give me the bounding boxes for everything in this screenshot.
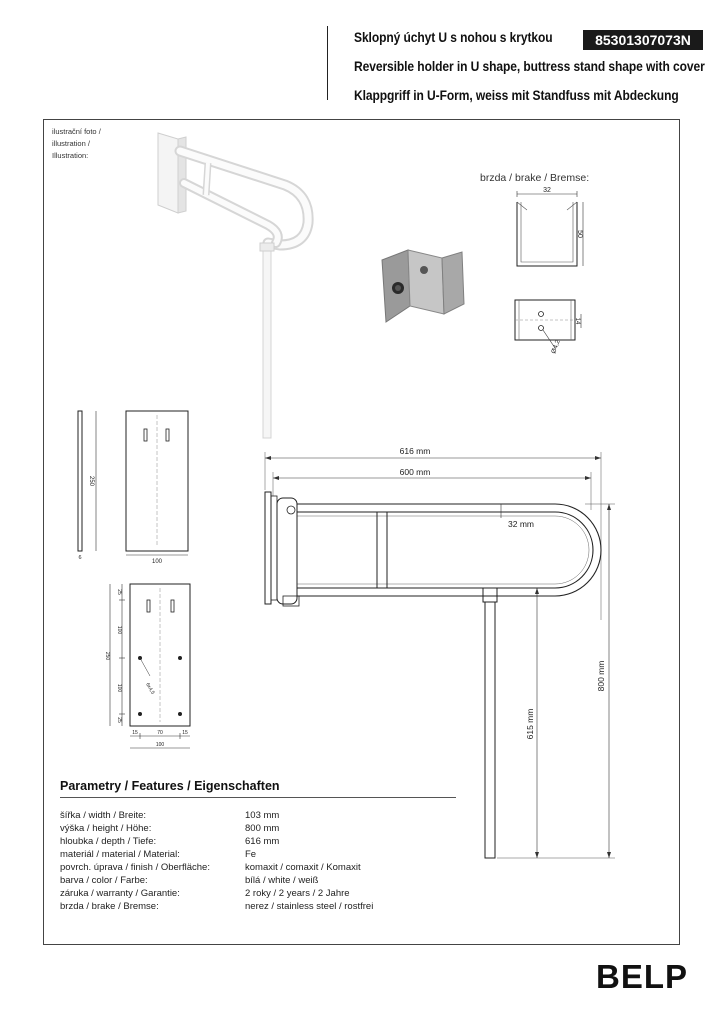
feature-row (60, 901, 460, 914)
brake-side-drawing (505, 294, 585, 364)
plate-dim-bottom: 25 (116, 717, 122, 723)
title-german: Klappgriff in U-Form, weiss mit Standfuss mit Abdeckung (354, 87, 679, 103)
plate-dim-mid: 70 (157, 730, 163, 736)
plate-dimension-drawing (100, 580, 200, 752)
feature-value: bílá / white / weiß (245, 875, 319, 886)
brake-hole-label: Ø4,2 (550, 339, 562, 355)
height-total-label: 800 mm (596, 660, 606, 692)
plate-hole-label: 6x4,5 (144, 682, 156, 696)
feature-row (60, 888, 460, 901)
feature-key: materiál / material / Material: (60, 849, 180, 860)
feature-value: 103 mm (245, 810, 280, 821)
leg-height-label: 615 mm (525, 708, 535, 740)
features-divider (60, 797, 456, 798)
plate-height-label: 250 (88, 475, 94, 487)
plate-dim-width: 100 (155, 742, 165, 748)
feature-row (60, 862, 460, 875)
feature-row (60, 823, 460, 836)
plate-dim-top: 25 (116, 589, 122, 595)
feature-key: brzda / brake / Bremse: (60, 901, 159, 912)
product-illustration (150, 125, 325, 445)
brake-spacing-label: 14 (574, 317, 580, 325)
feature-value: 2 roky / 2 years / 2 Jahre (245, 888, 350, 899)
plate-dim-lower: 100 (116, 683, 122, 693)
feature-row (60, 836, 460, 849)
feature-row (60, 810, 460, 823)
feature-value: nerez / stainless steel / rostfrei (245, 901, 374, 912)
feature-key: výška / height / Höhe: (60, 823, 152, 834)
feature-value: komaxit / comaxit / Komaxit (245, 862, 361, 873)
plate-views (68, 405, 198, 565)
brake-width-label: 32 (543, 187, 551, 194)
feature-key: záruka / warranty / Garantie: (60, 888, 180, 899)
feature-key: povrch. úprava / finish / Oberfläche: (60, 862, 210, 873)
tube-size-label: 32 mm (508, 519, 534, 529)
main-side-drawing (255, 440, 615, 865)
plate-dim-upper: 100 (116, 625, 122, 635)
feature-key: šířka / width / Breite: (60, 810, 147, 821)
feature-value: 800 mm (245, 823, 280, 834)
feature-value: 616 mm (245, 836, 280, 847)
plate-dim-total: 250 (104, 651, 110, 661)
title-english: Reversible holder in U shape, buttress stand shape with cover (354, 58, 705, 74)
brand-logo: BELP (596, 958, 689, 995)
features-title: Parametry / Features / Eigenschaften (60, 779, 280, 793)
feature-value: Fe (245, 849, 257, 860)
brake-height-label: 50 (576, 230, 583, 238)
brake-front-drawing (505, 186, 585, 276)
brake-photo (376, 246, 471, 326)
plate-depth-label: 6 (78, 555, 82, 561)
illustration-label: ilustrační foto / illustration / Illustration: (52, 127, 101, 160)
plate-width-label: 100 (151, 559, 163, 565)
feature-key: barva / color / Farbe: (60, 875, 148, 886)
plate-dim-right: 15 (182, 730, 188, 736)
brake-title: brzda / brake / Bremse: (480, 172, 590, 184)
length-total-label: 616 mm (399, 446, 431, 456)
header-divider (327, 26, 328, 100)
length-inner-label: 600 mm (399, 467, 431, 477)
feature-row (60, 875, 460, 888)
feature-key: hloubka / depth / Tiefe: (60, 836, 157, 847)
plate-dim-left: 15 (132, 730, 138, 736)
feature-row (60, 849, 460, 862)
product-code: 85301307073N (583, 30, 703, 50)
title-czech: Sklopný úchyt U s nohou s krytkou (354, 29, 553, 45)
